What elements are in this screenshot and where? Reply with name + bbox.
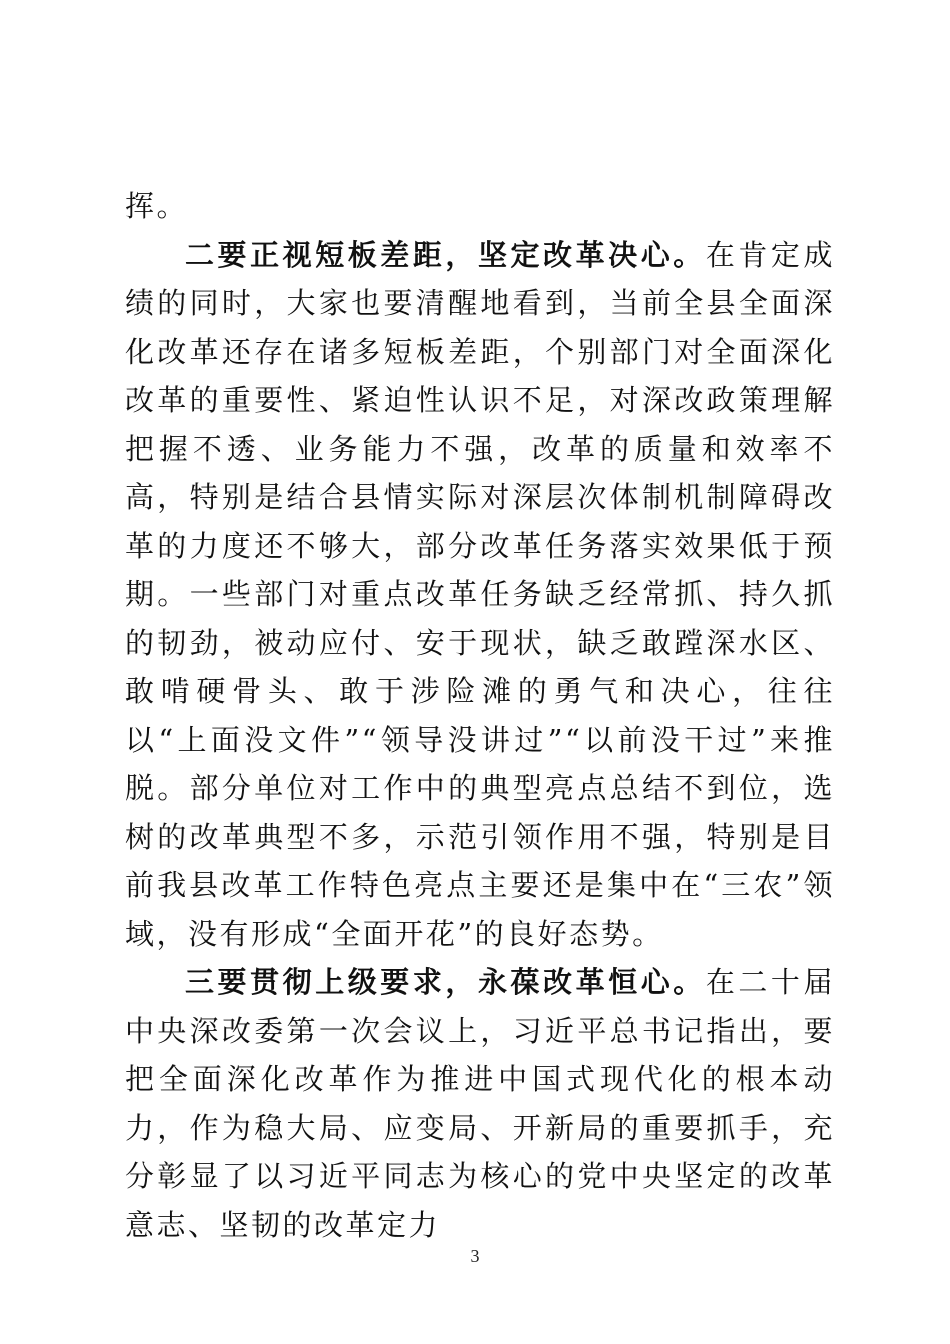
paragraph-two-body: 在肯定成绩的同时，大家也要清醒地看到，当前全县全面深化改革还存在诸多短板差距，个别部门对全面深化改革的重要性、紧迫性认识不足，对深改政策理解把握不透、业务能力不强，改革的质量和效率不高，特别是结合县情实际对深层次体制机制障碍改革的力度还不够大，部分改革任务落实效果低于预期。一些部门对重点改革任务缺乏经常抓、持久抓的韧劲，被动应付、安于现状，缺乏敢蹚深水区、敢啃硬骨头、敢于涉险滩的勇气和决心，往往以“上面没文件”“领导没讲过”“以前没干过”来推脱。部分单位对工作中的典型亮点总结不到位，选树的改革典型不多，示范引领作用不强，特别是目前我县改革工作特色亮点主要还是集中在“三农”领域，没有形成“全面开花”的良好态势。	[125, 237, 835, 951]
document-body	[125, 182, 835, 1249]
paragraph-three-heading: 三要贯彻上级要求，永葆改革恒心。	[185, 965, 706, 999]
continued-paragraph	[125, 182, 835, 231]
paragraph-two	[125, 231, 835, 959]
paragraph-three	[125, 958, 835, 1249]
paragraph-three-body: 在二十届中央深改委第一次会议上，习近平总书记指出，要把全面深化改革作为推进中国式现代化的根本动力，作为稳大局、应变局、开新局的重要抓手，充分彰显了以习近平同志为核心的党中央坚定的改革意志、坚韧的改革定力	[125, 965, 835, 1242]
page-number: 3	[470, 1246, 480, 1266]
paragraph-two-heading: 二要正视短板差距，坚定改革决心。	[185, 237, 706, 272]
continued-text: 挥。	[125, 189, 189, 223]
